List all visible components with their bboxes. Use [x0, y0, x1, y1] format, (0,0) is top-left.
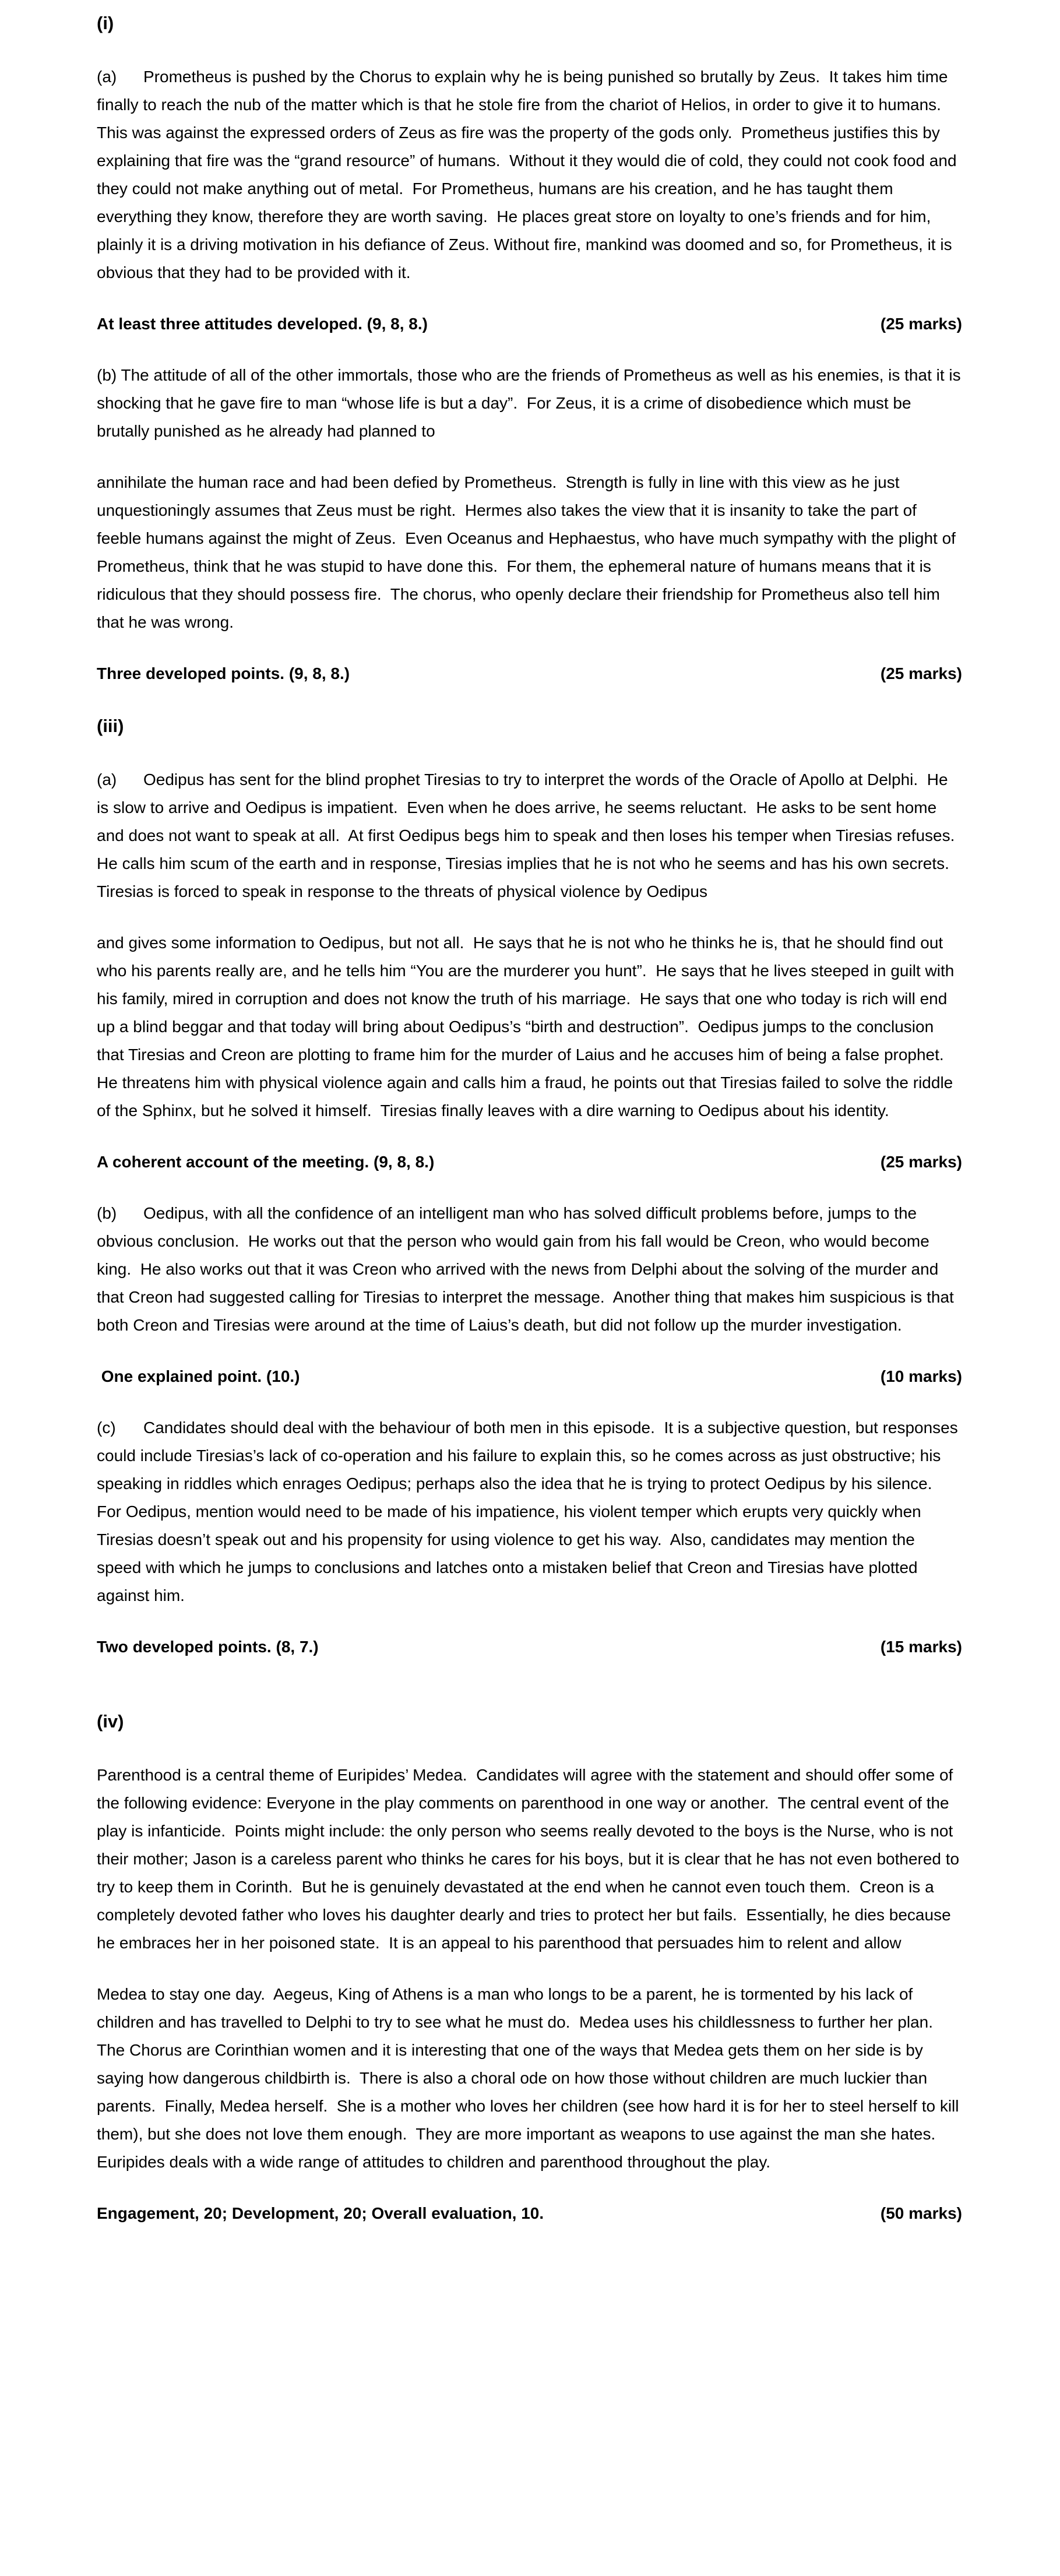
paragraph: and gives some information to Oedipus, but not all. He says that he is not who he thinks he is, that he should find out who his parents really are, and he tells him “You are the murderer you hunt”. He says that he lives steeped in guilt with his family, mired in corruption and does not know the truth of his marriage. He says that one who today is rich will end up a blind beggar and that today will bring about Oedipus’s “birth and destruction”. Oedipus jumps to the conclusion that Tiresias and Creon are plotting to frame him for the murder of Laius and he accuses him of being a false prophet. He threatens him with physical violence again and calls him a fraud, he points out that Tiresias failed to solve the riddle of the Sphinx, but he solved it himself. Tiresias finally leaves with a dire warning to Oedipus about his identity.	[97, 934, 959, 1120]
section-i	[97, 9, 966, 688]
marks-line	[97, 310, 962, 338]
paragraph: (a) Prometheus is pushed by the Chorus to explain why he is being punished so brutally by Zeus. It takes him time finally to reach the nub of the matter which is that he stole fire from the chariot of Helios, in order to give it to humans. This was against the expressed orders of Zeus as fire was the property of the gods only. Prometheus justifies this by explaining that fire was the “grand resource” of humans. Without it they would die of cold, they could not cook food and they could not make anything out of metal. For Prometheus, humans are his creation, and he has taught them everything they know, therefore they are worth saving. He places great store on loyalty to one’s friends and for him, plainly it is a driving motivation in his defiance of Zeus. Without fire, mankind was doomed and so, for Prometheus, it is obvious that they had to be provided with it.	[97, 68, 962, 281]
paragraph: (b) The attitude of all of the other immortals, those who are the friends of Prometheus as well as his enemies, is that it is shocking that he gave fire to man “whose life is but a day”. For Zeus, it is a crime of disobedience which must be brutally punished as he already had planned to	[97, 366, 966, 440]
marks-value: (25 marks)	[880, 1153, 962, 1171]
marks-label: A coherent account of the meeting. (9, 8, 8.)	[97, 1153, 435, 1171]
section-iv	[97, 1708, 962, 2227]
marks-label: Engagement, 20; Development, 20; Overall evaluation, 10.	[97, 2204, 544, 2222]
marks-value: (10 marks)	[880, 1367, 962, 1385]
marks-line	[97, 2200, 962, 2227]
marks-value: (25 marks)	[880, 315, 962, 333]
marks-label: Three developed points. (9, 8, 8.)	[97, 664, 350, 682]
marks-label: Two developed points. (8, 7.)	[97, 1638, 319, 1656]
marks-label: One explained point. (10.)	[97, 1367, 300, 1385]
marks-value: (15 marks)	[880, 1638, 962, 1656]
paragraph: (a) Oedipus has sent for the blind prophet Tiresias to try to interpret the words of the Oracle of Apollo at Delphi. He is slow to arrive and Oedipus is impatient. Even when he does arrive, he seems reluctant. He asks to be sent home and does not want to speak at all. At first Oedipus begs him to speak and then loses his temper when Tiresias refuses. He calls him scum of the earth and in response, Tiresias implies that he is not who he seems and has his own secrets. Tiresias is forced to speak in response to the threats of physical violence by Oedipus	[97, 770, 964, 900]
marks-value: (50 marks)	[880, 2204, 962, 2222]
section-heading: (iv)	[97, 1711, 124, 1732]
section-heading: (i)	[97, 13, 114, 33]
marks-value: (25 marks)	[880, 664, 962, 682]
marks-label: At least three attitudes developed. (9, 8, 8.)	[97, 315, 428, 333]
marks-line	[97, 660, 962, 688]
paragraph: (b) Oedipus, with all the confidence of an intelligent man who has solved difficult problems before, jumps to the obvious conclusion. He works out that the person who would gain from his fall would be Creon, who would become king. He also works out that it was Creon who arrived with the news from Delphi about the solving of the murder and that Creon had suggested calling for Tiresias to interpret the message. Another thing that makes him suspicious is that both Creon and Tiresias were around at the time of Laius’s death, but did not follow up the murder investigation.	[97, 1204, 959, 1334]
marks-line	[97, 1633, 962, 1661]
paragraph: (c) Candidates should deal with the behaviour of both men in this episode. It is a subjective question, but responses could include Tiresias’s lack of co-operation and his failure to explain this, so he comes across as just obstructive; his speaking in riddles which enrages Oedipus; perhaps also the idea that he is trying to protect Oedipus by his silence. For Oedipus, mention would need to be made of his impatience, his violent temper which erupts very quickly when Tiresias doesn’t speak out and his propensity for using violence to get his way. Also, candidates may mention the speed with which he jumps to conclusions and latches onto a mistaken belief that Creon and Tiresias have plotted against him.	[97, 1419, 963, 1604]
section-iii	[97, 712, 962, 1661]
marks-line	[97, 1148, 962, 1176]
marks-line	[97, 1363, 962, 1391]
section-heading: (iii)	[97, 716, 124, 736]
paragraph: annihilate the human race and had been defied by Prometheus. Strength is fully in line with this view as he just unquestioningly assumes that Zeus must be right. Hermes also takes the view that it is insanity to take the part of feeble humans against the might of Zeus. Even Oceanus and Hephaestus, who have much sympathy with the plight of Prometheus, think that he was stupid to have done this. For them, the ephemeral nature of humans means that it is ridiculous that they should possess fire. The chorus, who openly declare their friendship for Prometheus also tell him that he was wrong.	[97, 473, 960, 631]
paragraph: Parenthood is a central theme of Euripides’ Medea. Candidates will agree with the statement and should offer some of the following evidence: Everyone in the play comments on parenthood in one way or another. The central event of the play is infanticide. Points might include: the only person who seems really devoted to the boys is the Nurse, who is not their mother; Jason is a careless parent who thinks he cares for his boys, but it is clear that he has not even bothered to try to keep them in Corinth. But he is genuinely devastated at the end when he cannot even touch them. Creon is a completely devoted father who loves his daughter dearly and tries to protect her but fails. Essentially, he dies because he embraces her in her poisoned state. It is an appeal to his parenthood that persuades him to relent and allow	[97, 1766, 964, 1952]
paragraph: Medea to stay one day. Aegeus, King of Athens is a man who longs to be a parent, he is tormented by his lack of children and has travelled to Delphi to try to see what he must do. Medea uses his childlessness to further her plan. The Chorus are Corinthian women and it is interesting that one of the ways that Medea gets them on her side is by saying how dangerous childbirth is. There is also a choral ode on how those without children are much luckier than parents. Finally, Medea herself. She is a mother who loves her children (see how hard it is for her to steel herself to kill them), but she does not love them enough. They are more important as weapons to use against the man she hates. Euripides deals with a wide range of attitudes to children and parenthood throughout the play.	[97, 1985, 964, 2171]
